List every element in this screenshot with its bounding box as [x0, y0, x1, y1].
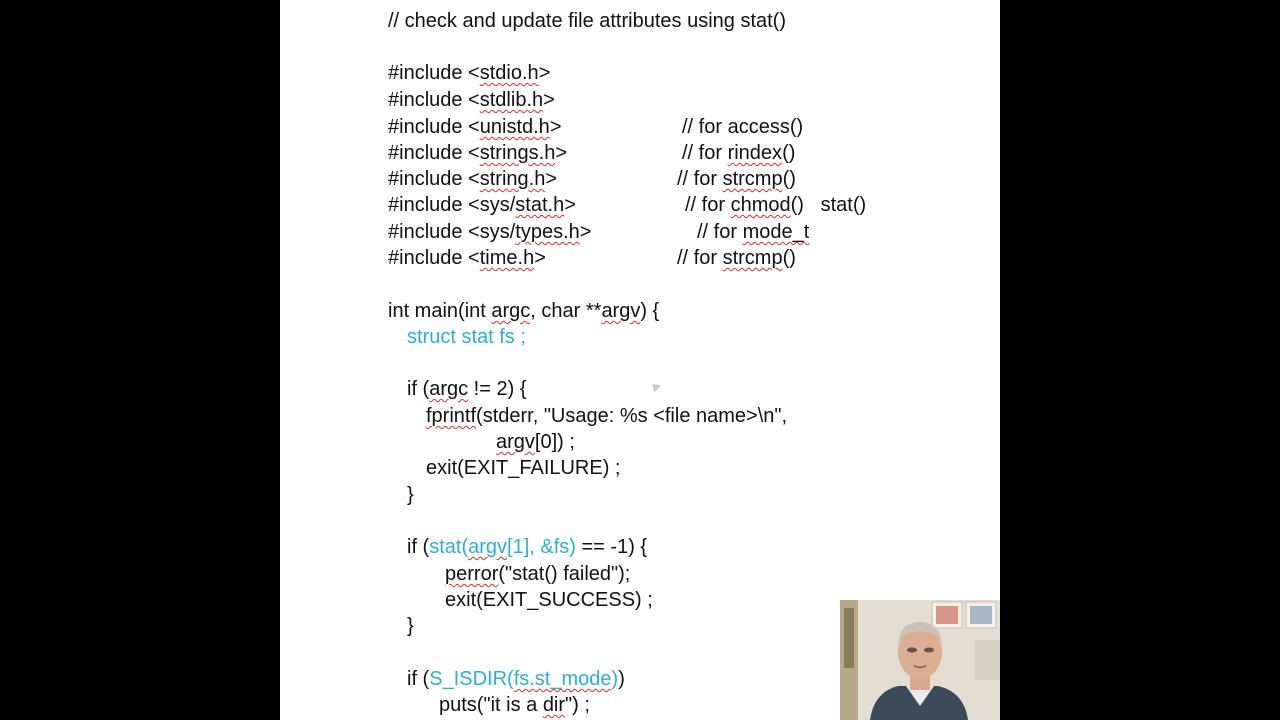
code-token: (stderr, "Usage: %s <file name>\n", [476, 405, 788, 427]
code-token: } [407, 484, 414, 506]
code-line [407, 377, 527, 401]
code-comment [682, 141, 795, 165]
code-token: argv [468, 536, 508, 558]
code-line [388, 220, 591, 244]
code-token: () [782, 168, 796, 190]
code-token: > [538, 62, 551, 84]
code-line [407, 325, 526, 349]
code-token: dir [542, 694, 566, 716]
code-token: types.h [515, 221, 580, 243]
code-token: // check and update file attributes using stat() [388, 10, 786, 32]
code-token: int main(int [388, 300, 492, 322]
code-token: stdlib.h [479, 89, 544, 111]
code-line [407, 667, 625, 691]
code-token: stdio.h [479, 62, 539, 84]
code-token: () [782, 142, 796, 164]
code-token: exit(EXIT_SUCCESS) ; [445, 589, 653, 611]
code-token: > [549, 116, 562, 138]
code-token: chmod [730, 194, 791, 216]
code-token: mode_t [742, 221, 810, 243]
code-token: argc [491, 300, 531, 322]
code-token: if ( [407, 668, 430, 690]
code-token: ("stat() failed"); [498, 563, 631, 585]
code-token: // for access() [682, 116, 804, 138]
code-line [388, 9, 786, 33]
code-token: #include < [388, 168, 480, 190]
code-line [445, 562, 630, 586]
code-token: stat.h [515, 194, 565, 216]
code-token: struct stat fs ; [407, 326, 526, 348]
code-token: fprintf [426, 405, 477, 427]
code-line [388, 115, 562, 139]
code-token: // for [685, 194, 731, 216]
code-token: () [782, 247, 796, 269]
code-line [439, 693, 590, 717]
code-token: #include < [388, 142, 480, 164]
code-line [388, 246, 546, 270]
code-line [388, 141, 567, 165]
code-token: #include < [388, 89, 480, 111]
presenter-video-icon [840, 600, 1000, 720]
code-line [445, 588, 653, 612]
code-token: exit(EXIT_FAILURE) ; [426, 457, 621, 479]
code-token: // for [677, 168, 723, 190]
code-token: > [545, 168, 558, 190]
code-token: == -1) { [575, 536, 648, 558]
code-token: argv [496, 431, 535, 453]
code-line [388, 299, 659, 323]
code-token: perror [445, 563, 499, 585]
code-token: ) { [640, 300, 660, 322]
code-token: argv [601, 300, 641, 322]
code-token: rindex [727, 142, 783, 164]
code-token: unistd.h [479, 116, 550, 138]
code-token: puts("it is a [439, 694, 543, 716]
code-line [407, 614, 414, 638]
code-token: stat( [429, 536, 469, 558]
code-token: > [555, 142, 568, 164]
code-token: // for [697, 221, 743, 243]
code-token: // for [677, 247, 723, 269]
code-line [407, 483, 414, 507]
code-comment [685, 193, 866, 217]
code-token: string.h [479, 168, 546, 190]
code-line [388, 167, 557, 191]
code-line [496, 430, 575, 454]
code-token: #include <sys/ [388, 221, 516, 243]
code-token: if ( [407, 378, 430, 400]
code-line [426, 404, 787, 428]
code-token: != 2) { [468, 378, 527, 400]
code-token: > [543, 89, 555, 111]
code-token: ) [618, 668, 625, 690]
code-token: } [407, 615, 414, 637]
code-line [388, 88, 555, 112]
code-token: > [564, 194, 576, 216]
code-token: [0]) ; [534, 431, 575, 453]
code-token: #include < [388, 247, 480, 269]
code-token: #include <sys/ [388, 194, 516, 216]
code-token: strcmp [722, 168, 783, 190]
code-token: time.h [479, 247, 535, 269]
presenter-webcam [840, 600, 1000, 720]
code-token: argc [429, 378, 469, 400]
code-token: () stat() [790, 194, 867, 216]
code-line [388, 61, 550, 85]
code-comment [677, 246, 796, 270]
code-token: > [579, 221, 592, 243]
code-comment [677, 167, 796, 191]
code-token: > [534, 247, 546, 269]
mouse-pointer-icon [649, 380, 661, 392]
code-token: [1], &fs) [507, 536, 576, 558]
code-token: fs.st_mode [513, 668, 612, 690]
code-line [388, 193, 576, 217]
code-token: strings.h [479, 142, 556, 164]
code-token: strcmp [722, 247, 783, 269]
code-line [407, 535, 647, 559]
code-token: ") ; [565, 694, 590, 716]
code-line [426, 456, 621, 480]
code-comment [682, 115, 803, 139]
code-token: S_ISDIR( [429, 668, 514, 690]
code-token: , char ** [530, 300, 602, 322]
code-token: #include < [388, 116, 480, 138]
code-token: // for [682, 142, 728, 164]
code-token: if ( [407, 536, 430, 558]
code-token: #include < [388, 62, 480, 84]
code-token: ) [611, 668, 619, 690]
code-comment [697, 220, 809, 244]
